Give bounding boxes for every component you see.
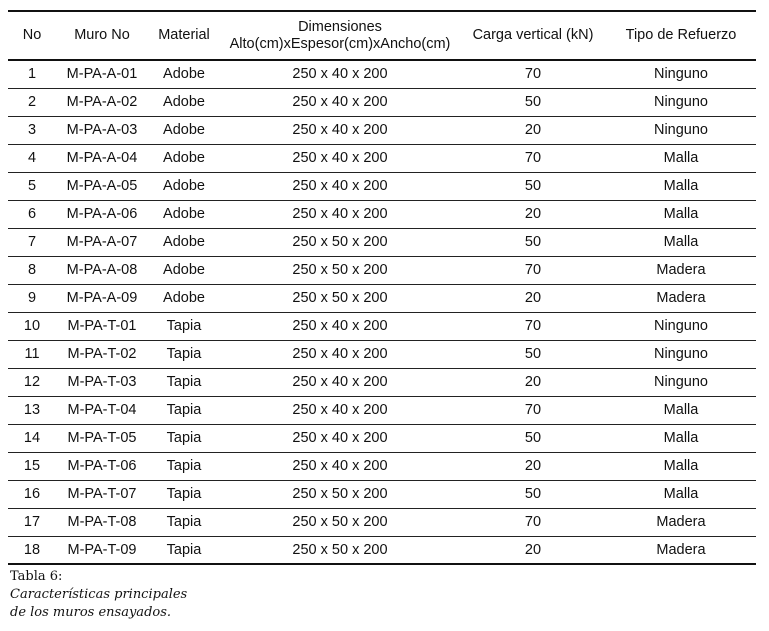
- cell-material: Adobe: [163, 234, 205, 250]
- cell-material: Adobe: [163, 122, 205, 138]
- cell-dimensiones: 250 x 40 x 200: [292, 66, 388, 83]
- cell-dimensiones: 250 x 40 x 200: [292, 374, 388, 390]
- cell-carga: 20: [524, 374, 542, 390]
- table-row: [8, 116, 756, 144]
- cell-no: 2: [27, 94, 37, 110]
- cell-no: 7: [27, 234, 37, 250]
- cell-muro: M-PA-A-09: [66, 290, 138, 306]
- cell-tipo: Malla: [663, 458, 699, 474]
- cell-carga: 70: [524, 262, 542, 278]
- cell-tipo: Madera: [656, 262, 706, 278]
- cell-carga: 20: [524, 206, 542, 222]
- cell-muro: M-PA-A-03: [66, 122, 138, 138]
- cell-tipo: Ninguno: [653, 318, 708, 334]
- cell-no: 11: [24, 346, 40, 362]
- header-dimensiones: [220, 11, 460, 60]
- cell-material: Adobe: [163, 66, 205, 83]
- cell-material: Tapia: [166, 318, 202, 334]
- table-body: [8, 60, 756, 564]
- cell-no: 13: [23, 402, 41, 418]
- cell-tipo: Malla: [663, 206, 699, 222]
- cell-tipo: Madera: [656, 514, 706, 530]
- table-row: [8, 340, 756, 368]
- cell-muro: M-PA-T-09: [67, 541, 137, 558]
- cell-dimensiones: 250 x 50 x 200: [292, 234, 388, 250]
- header-row: [8, 11, 756, 60]
- cell-muro: M-PA-A-07: [66, 234, 138, 250]
- cell-tipo: Ninguno: [653, 374, 708, 390]
- table-row: [8, 256, 756, 284]
- cell-carga: 70: [524, 66, 542, 83]
- cell-no: 1: [27, 66, 37, 83]
- data-table-container: [8, 10, 756, 565]
- cell-carga: 20: [524, 122, 542, 138]
- cell-carga: 50: [524, 178, 542, 194]
- table-row: [8, 200, 756, 228]
- cell-no: 3: [27, 122, 37, 138]
- cell-dimensiones: 250 x 40 x 200: [292, 458, 388, 474]
- caption-label: Tabla 6:: [10, 569, 63, 584]
- cell-no: 8: [27, 262, 37, 278]
- caption-text: Características principales de los muros ensayados.: [10, 587, 188, 620]
- muros-table: [8, 10, 756, 565]
- cell-no: 4: [27, 150, 37, 166]
- table-row: [8, 368, 756, 396]
- table-caption: [10, 568, 200, 622]
- cell-no: 17: [23, 514, 41, 530]
- cell-muro: M-PA-T-01: [67, 318, 137, 334]
- cell-carga: 70: [524, 402, 542, 418]
- cell-no: 16: [23, 486, 41, 502]
- cell-no: 5: [27, 178, 37, 194]
- cell-dimensiones: 250 x 40 x 200: [292, 150, 388, 166]
- cell-material: Adobe: [163, 262, 205, 278]
- cell-carga: 20: [524, 290, 542, 306]
- cell-dimensiones: 250 x 40 x 200: [292, 122, 388, 138]
- cell-material: Tapia: [166, 486, 202, 502]
- cell-carga: 50: [524, 94, 542, 110]
- cell-dimensiones: 250 x 40 x 200: [292, 402, 388, 418]
- cell-carga: 50: [524, 346, 542, 362]
- table-row: [8, 88, 756, 116]
- cell-carga: 70: [524, 150, 542, 166]
- cell-muro: M-PA-A-08: [66, 262, 138, 278]
- cell-carga: 20: [524, 458, 542, 474]
- cell-material: Tapia: [166, 402, 202, 418]
- table-row: [8, 228, 756, 256]
- cell-carga: 20: [524, 541, 542, 558]
- cell-dimensiones: 250 x 50 x 200: [292, 541, 388, 558]
- table-row: [8, 144, 756, 172]
- cell-muro: M-PA-T-07: [67, 486, 137, 502]
- table-row: [8, 508, 756, 536]
- table-header: [8, 11, 756, 60]
- cell-tipo: Malla: [663, 486, 699, 502]
- cell-dimensiones: 250 x 40 x 200: [292, 178, 388, 194]
- table-row: [8, 480, 756, 508]
- cell-muro: M-PA-A-01: [66, 66, 138, 83]
- cell-no: 9: [27, 290, 37, 306]
- cell-material: Adobe: [163, 94, 205, 110]
- cell-tipo: Madera: [656, 290, 706, 306]
- cell-dimensiones: 250 x 40 x 200: [292, 346, 388, 362]
- cell-dimensiones: 250 x 50 x 200: [292, 486, 388, 502]
- header-material: Material: [158, 27, 210, 43]
- cell-tipo: Malla: [663, 430, 699, 446]
- table-row: [8, 396, 756, 424]
- cell-tipo: Ninguno: [653, 346, 708, 362]
- cell-tipo: Ninguno: [653, 94, 708, 110]
- header-no: No: [22, 27, 42, 43]
- cell-carga: 50: [524, 234, 542, 250]
- cell-dimensiones: 250 x 40 x 200: [292, 430, 388, 446]
- header-carga: Carga vertical (kN): [472, 27, 594, 43]
- header-dimensiones-units: Alto(cm)xEspesor(cm)xAncho(cm): [229, 35, 451, 52]
- table-row: [8, 452, 756, 480]
- cell-carga: 50: [524, 486, 542, 502]
- cell-muro: M-PA-T-04: [67, 402, 137, 418]
- cell-no: 12: [23, 374, 41, 390]
- cell-muro: M-PA-T-05: [67, 430, 137, 446]
- cell-carga: 50: [524, 430, 542, 446]
- cell-material: Tapia: [166, 514, 202, 530]
- cell-dimensiones: 250 x 50 x 200: [292, 290, 388, 306]
- header-tipo: Tipo de Refuerzo: [625, 27, 737, 43]
- cell-no: 18: [23, 541, 41, 558]
- cell-muro: M-PA-A-04: [66, 150, 138, 166]
- cell-no: 14: [23, 430, 41, 446]
- cell-tipo: Ninguno: [653, 66, 708, 83]
- cell-tipo: Malla: [663, 150, 699, 166]
- cell-dimensiones: 250 x 50 x 200: [292, 514, 388, 530]
- cell-tipo: Malla: [663, 402, 699, 418]
- cell-material: Tapia: [166, 430, 202, 446]
- cell-dimensiones: 250 x 40 x 200: [292, 94, 388, 110]
- cell-muro: M-PA-T-06: [67, 458, 137, 474]
- cell-tipo: Malla: [663, 178, 699, 194]
- cell-muro: M-PA-A-05: [66, 178, 138, 194]
- cell-material: Adobe: [163, 150, 205, 166]
- cell-carga: 70: [524, 514, 542, 530]
- cell-material: Adobe: [163, 206, 205, 222]
- table-row: [8, 536, 756, 564]
- cell-material: Tapia: [166, 346, 202, 362]
- cell-no: 10: [23, 318, 41, 334]
- cell-tipo: Malla: [663, 234, 699, 250]
- header-dimensiones-title: Dimensiones: [298, 18, 382, 35]
- cell-carga: 70: [524, 318, 542, 334]
- cell-muro: M-PA-T-03: [67, 374, 137, 390]
- cell-material: Adobe: [163, 178, 205, 194]
- cell-dimensiones: 250 x 40 x 200: [292, 318, 388, 334]
- cell-dimensiones: 250 x 40 x 200: [292, 206, 388, 222]
- table-row: [8, 172, 756, 200]
- table-row: [8, 312, 756, 340]
- cell-material: Adobe: [163, 290, 205, 306]
- cell-material: Tapia: [166, 541, 202, 558]
- cell-muro: M-PA-A-02: [66, 94, 138, 110]
- cell-muro: M-PA-A-06: [66, 206, 138, 222]
- table-row: [8, 424, 756, 452]
- cell-no: 15: [23, 458, 41, 474]
- table-row: [8, 284, 756, 312]
- table-row: [8, 60, 756, 88]
- cell-muro: M-PA-T-02: [67, 346, 137, 362]
- cell-tipo: Ninguno: [653, 122, 708, 138]
- cell-material: Tapia: [166, 458, 202, 474]
- cell-tipo: Madera: [656, 541, 706, 558]
- header-muro: Muro No: [74, 27, 130, 43]
- cell-muro: M-PA-T-08: [67, 514, 137, 530]
- cell-material: Tapia: [166, 374, 202, 390]
- cell-no: 6: [27, 206, 37, 222]
- cell-dimensiones: 250 x 50 x 200: [292, 262, 388, 278]
